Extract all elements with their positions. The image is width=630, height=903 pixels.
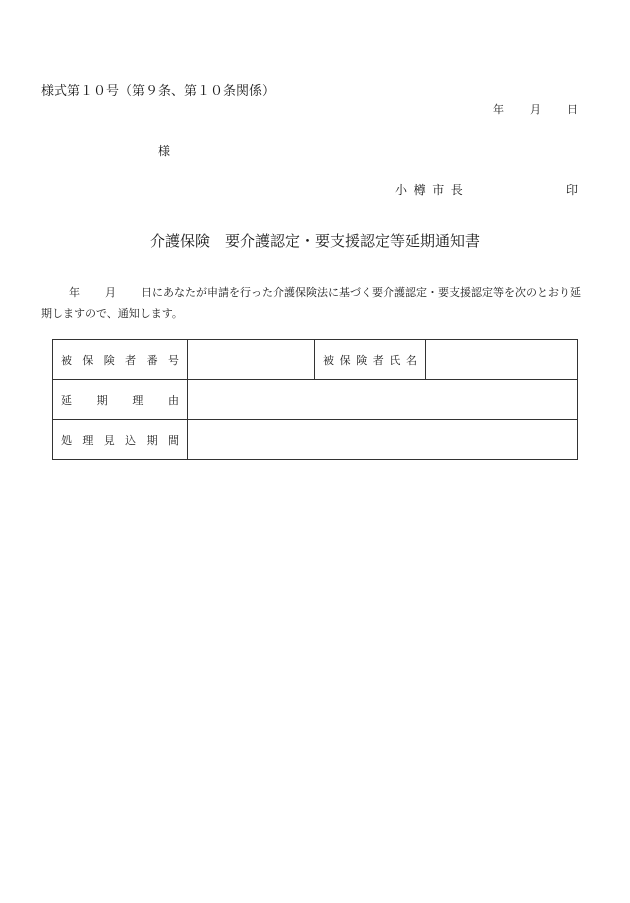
- date-line: [493, 101, 578, 117]
- date-year: 年: [493, 103, 504, 116]
- table-row: [53, 380, 578, 420]
- date-day: 日: [567, 103, 578, 116]
- insured-number-label-text: 被 保 険 者 番 号: [61, 353, 179, 367]
- expected-period-label-text: 処 理 見 込 期 間: [61, 433, 179, 447]
- expected-period-value[interactable]: [188, 420, 578, 460]
- issuer: [395, 181, 469, 198]
- reason-value[interactable]: [188, 380, 578, 420]
- insured-number-label: [53, 340, 188, 380]
- body-month: 月: [105, 286, 116, 299]
- issuer-name: 小樽市長: [395, 183, 470, 197]
- insured-name-value[interactable]: [426, 340, 578, 380]
- body-text: [41, 282, 589, 324]
- insured-number-value[interactable]: [188, 340, 315, 380]
- expected-period-label: [53, 420, 188, 460]
- body-day-rest: 日にあなたが申請を行った介護保険法に基づく要介護認定・要支援認定等を次のとおり延期しますので、通知します。: [41, 286, 581, 320]
- seal-mark: 印: [565, 183, 578, 197]
- table-row: [53, 420, 578, 460]
- info-table: [52, 339, 578, 460]
- reason-label-text: 延 期 理 由: [61, 393, 179, 407]
- body-year: 年: [69, 286, 80, 299]
- reason-label: [53, 380, 188, 420]
- form-number: 様式第１０号（第９条、第１０条関係）: [41, 84, 276, 99]
- addressee-suffix: 様: [158, 144, 171, 158]
- table-row: [53, 340, 578, 380]
- document-title: 介護保険 要介護認定・要支援認定等延期通知書: [149, 232, 480, 250]
- date-month: 月: [530, 103, 541, 116]
- insured-name-label-text: 被 保 険 者 氏 名: [323, 353, 417, 367]
- insured-name-label: [315, 340, 426, 380]
